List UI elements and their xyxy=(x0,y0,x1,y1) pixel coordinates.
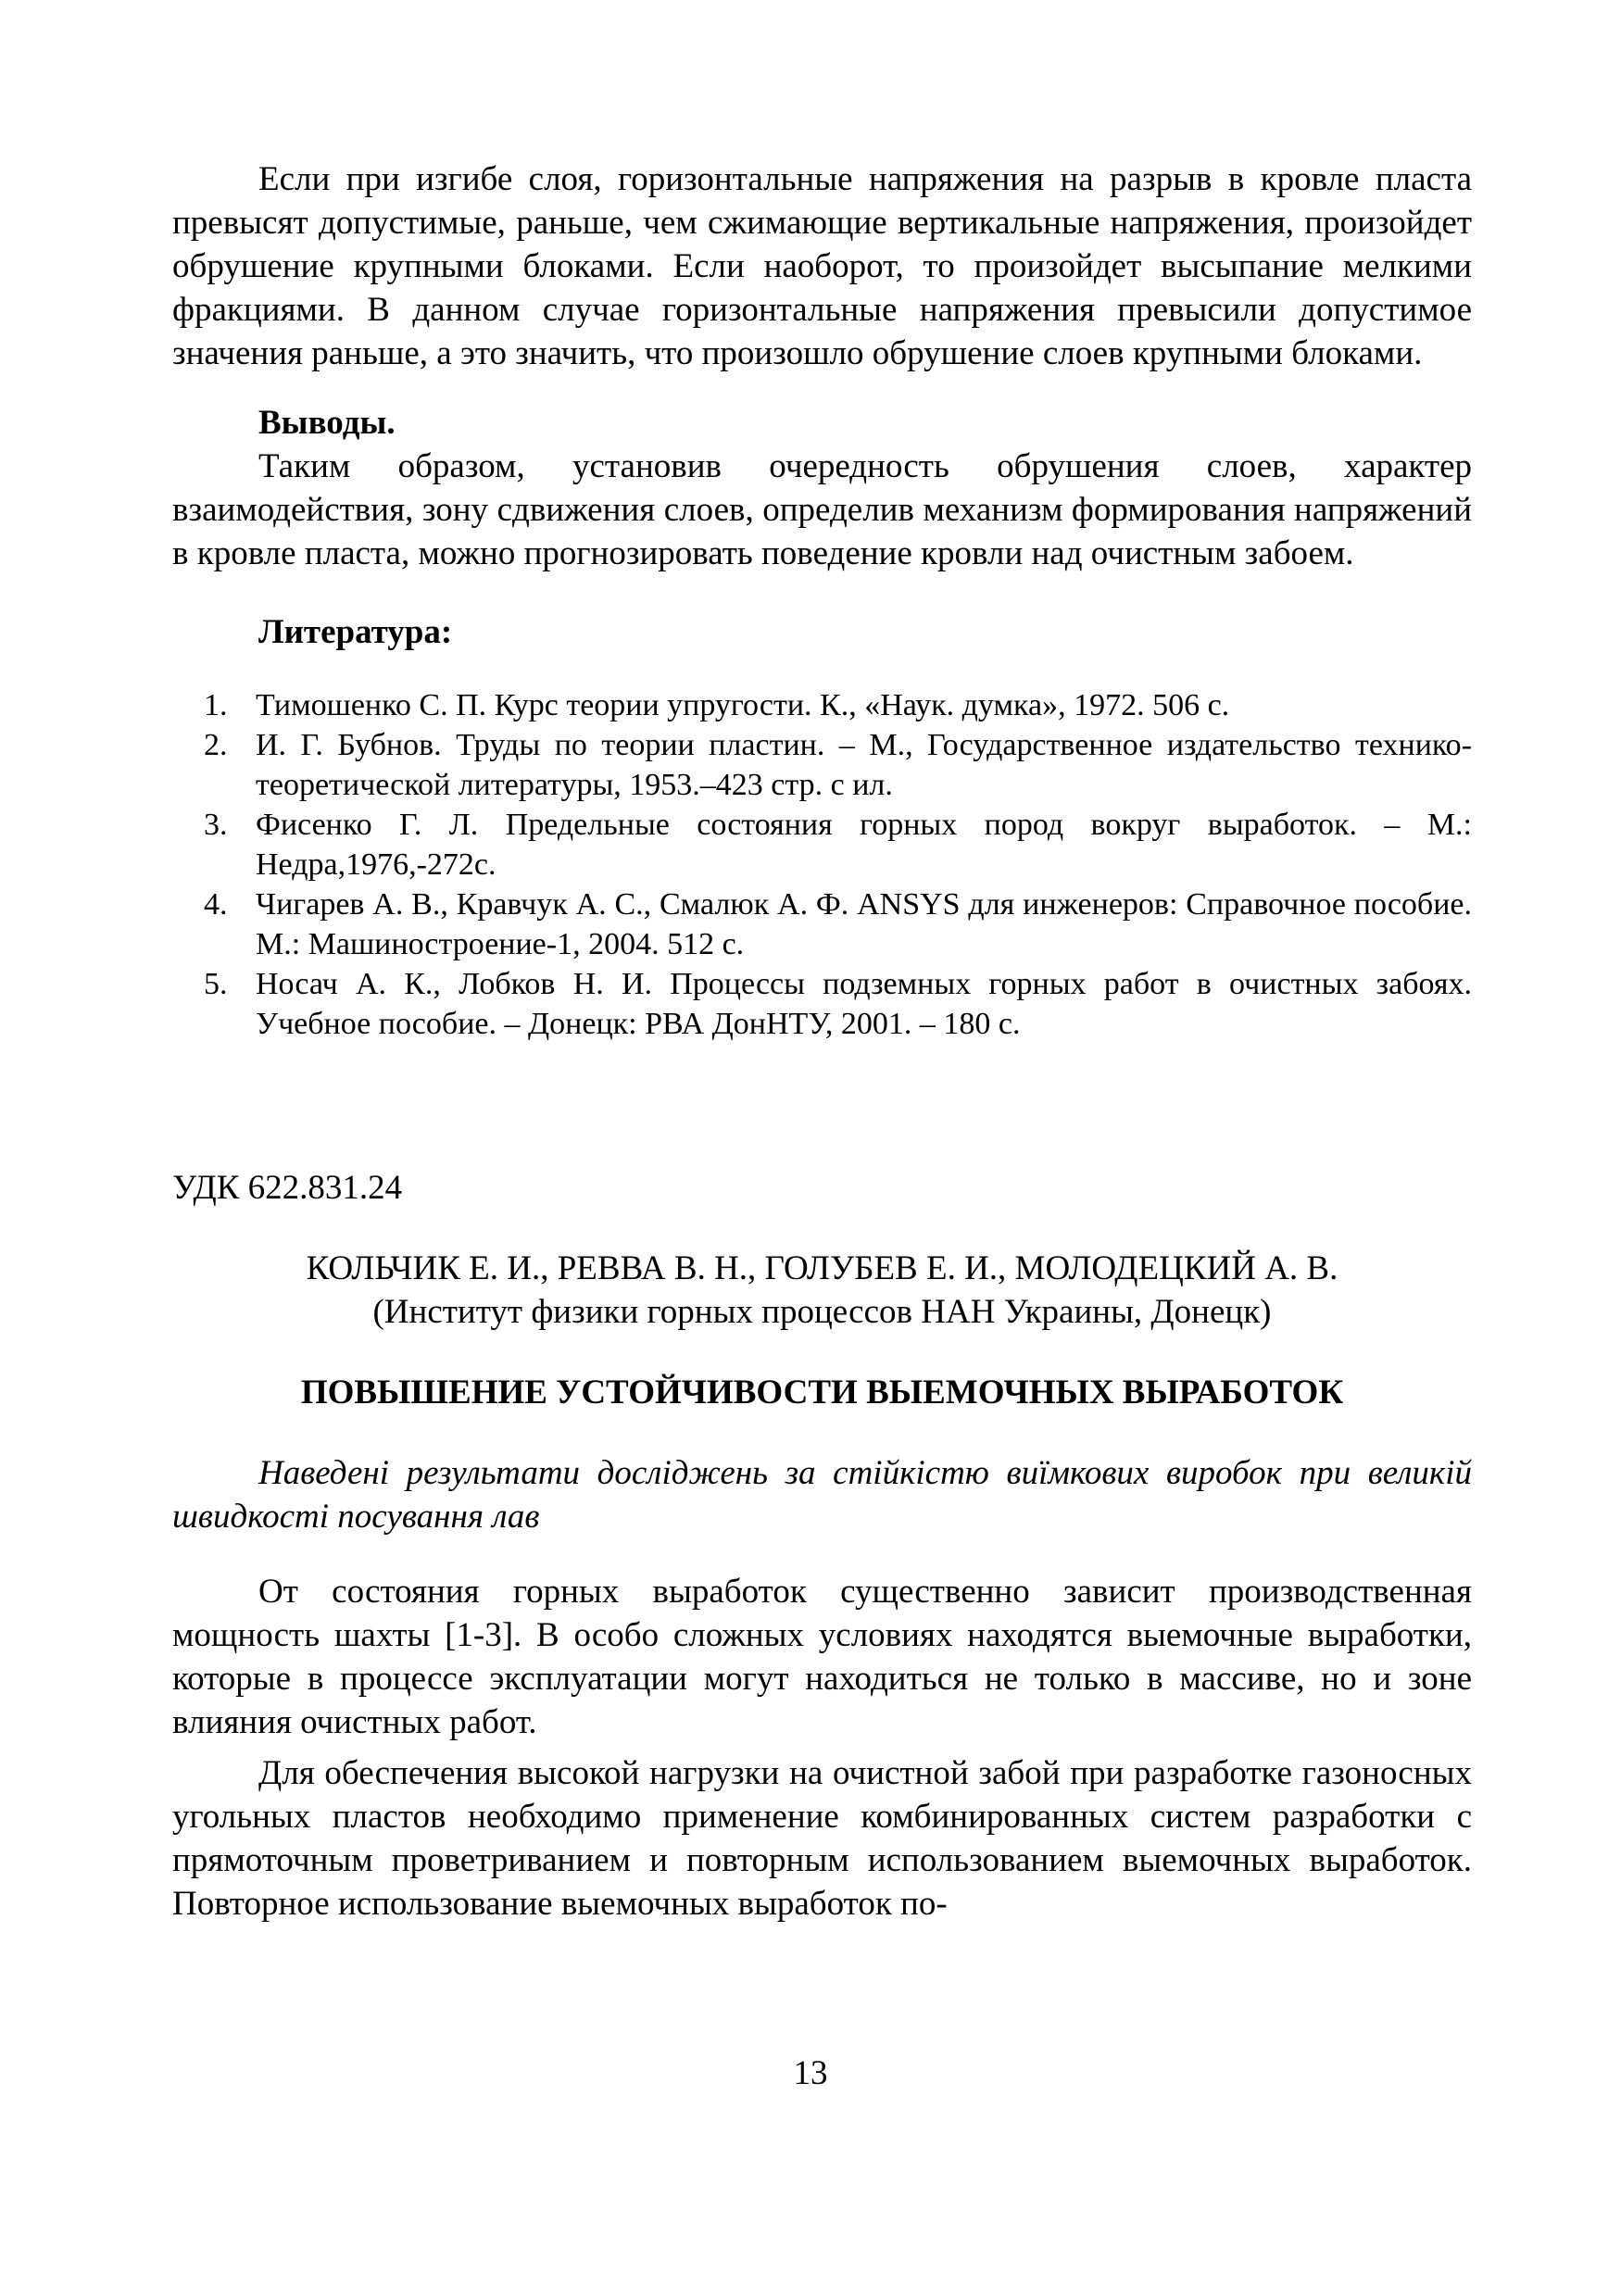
reference-text: Фисенко Г. Л. Предельные состояния горных пород вокруг выработок. – М.: Недра,1976,-272с. xyxy=(256,808,1472,882)
page-content xyxy=(172,157,1472,1926)
article-paragraph: От состояния горных выработок существенно зависит производственная мощность шахты [1-3]. В особо сложных условиях находятся выемочные выработки, которые в процессе эксплуатации могут находиться не только в массиве, но и зоне влияния очистных работ. xyxy=(172,1573,1472,1741)
reference-list xyxy=(172,685,1472,1044)
reference-text: Носач А. К., Лобков Н. И. Процессы подземных горных работ в очистных забоях. Учебное пособие. – Донецк: РВА ДонНТУ, 2001. – 180 с. xyxy=(256,967,1472,1041)
reference-item xyxy=(172,885,1472,964)
reference-number: 5. xyxy=(204,967,228,1001)
reference-text: И. Г. Бубнов. Труды по теории пластин. – М., Государственное издательство технико-теоретической литературы, 1953.–423 стр. с ил. xyxy=(256,728,1472,802)
reference-number: 3. xyxy=(204,808,228,842)
article-abstract: Наведені результати досліджень за стійкістю виїмкових виробок при великій швидкості посування лав xyxy=(172,1454,1472,1536)
article-paragraph: Для обеспечения высокой нагрузки на очистной забой при разработке газоносных угольных пластов необходимо применение комбинированных систем разработки с прямоточным проветриванием и повторным использованием выемочных выработок. Повторное использование выемочных выработок по- xyxy=(172,1754,1472,1923)
reference-text: Тимошенко С. П. Курс теории упругости. К., «Наук. думка», 1972. 506 с. xyxy=(256,688,1230,722)
reference-item xyxy=(172,685,1472,725)
reference-item xyxy=(172,805,1472,885)
reference-number: 2. xyxy=(204,728,228,762)
literature-heading: Литература: xyxy=(258,613,453,651)
conclusions-paragraph: Таким образом, установив очередность обрушения слоев, характер взаимодействия, зону сдвижения слоев, определив механизм формирования напряжений в кровле пласта, можно прогнозировать поведение кровли над очистным забоем. xyxy=(172,447,1472,572)
udk-code: УДК 622.831.24 xyxy=(172,1169,403,1207)
reference-number: 1. xyxy=(204,688,228,722)
article-affiliation: (Институт физики горных процессов НАН Украины, Донецк) xyxy=(372,1293,1272,1331)
reference-item xyxy=(172,964,1472,1044)
reference-number: 4. xyxy=(204,887,228,922)
article-title: ПОВЫШЕНИЕ УСТОЙЧИВОСТИ ВЫЕМОЧНЫХ ВЫРАБОТОК xyxy=(300,1374,1344,1411)
reference-text: Чигарев А. В., Кравчук А. С., Смалюк А. Ф. ANSYS для инженеров: Справочное пособие. М.: Машиностроение-1, 2004. 512 с. xyxy=(256,887,1472,961)
page-number: 13 xyxy=(793,2054,828,2092)
conclusions-heading: Выводы. xyxy=(258,404,396,442)
continuation-paragraph: Если при изгибе слоя, горизонтальные напряжения на разрыв в кровле пласта превысят допустимые, раньше, чем сжимающие вертикальные напряжения, произойдет обрушение крупными блоками. Если наоборот, то произойдет высыпание мелкими фракциями. В данном случае горизонтальные напряжения превысили допустимое значения раньше, а это значить, что произошло обрушение слоев крупными блоками. xyxy=(172,160,1472,372)
article-authors: КОЛЬЧИК Е. И., РЕВВА В. Н., ГОЛУБЕВ Е. И., МОЛОДЕЦКИЙ А. В. xyxy=(306,1249,1338,1287)
reference-item xyxy=(172,725,1472,805)
